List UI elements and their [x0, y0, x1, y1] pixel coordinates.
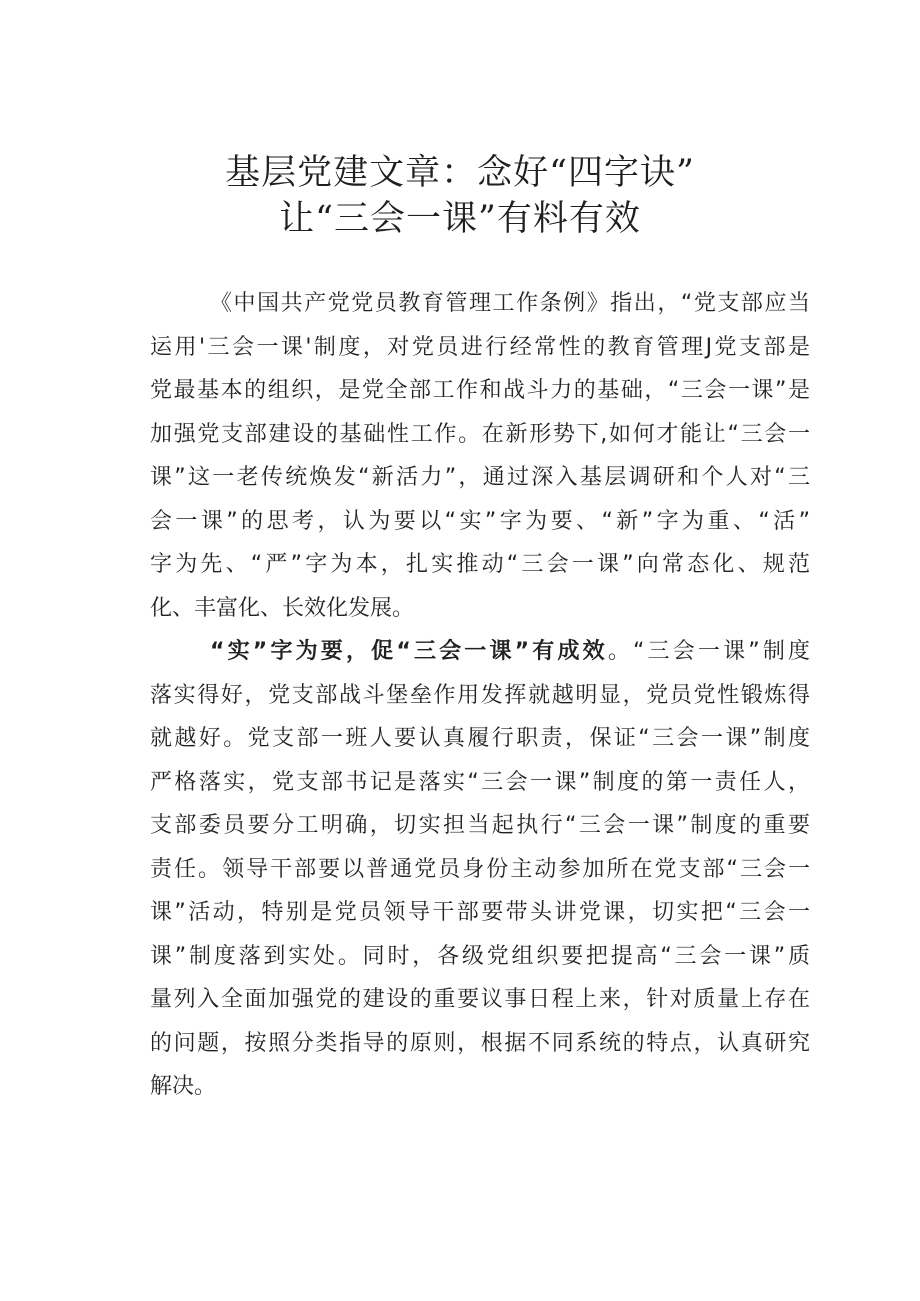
paragraph-1: [150, 282, 810, 630]
paragraph-2-line: 就越好。党支部一班人要认真履行职责，保证“三会一课”制度: [150, 726, 810, 751]
paragraph-2: [150, 630, 810, 1109]
document-title: [0, 150, 920, 242]
paragraph-2-heading: “实”字为要，促“三会一课”有成效: [210, 639, 608, 664]
paragraph-1-line: 课”这一老传统焕发“新活力”，通过深入基层调研和个人对“三: [150, 465, 810, 490]
paragraph-2-line: 解决。: [150, 1074, 217, 1099]
paragraph-1-line: 运用'三会一课'制度，对党员进行经常性的教育管理J党支部是: [150, 334, 810, 360]
paragraph-2-first-rest: 。“三会一课”制度: [607, 639, 811, 664]
document-body: [150, 282, 810, 1109]
paragraph-2-line: 支部委员要分工明确，切实担当起执行“三会一课”制度的重要: [150, 813, 810, 838]
paragraph-1-line: 字为先、“严”字为本，扎实推动“三会一课”向常态化、规范: [150, 552, 810, 577]
paragraph-2-line: 的问题，按照分类指导的原则，根据不同系统的特点，认真研究: [150, 1030, 810, 1056]
paragraph-2-line: 落实得好，党支部战斗堡垒作用发挥就越明显，党员党性锻炼得: [150, 682, 810, 708]
paragraph-2-line: 课”制度落到实处。同时，各级党组织要把提高“三会一课”质: [150, 943, 810, 969]
paragraph-2-line: 课”活动，特别是党员领导干部要带头讲党课，切实把“三会一: [150, 900, 810, 925]
paragraph-2-line: 严格落实，党支部书记是落实“三会一课”制度的第一责任人，: [150, 769, 810, 795]
paragraph-1-line: 化、丰富化、长效化发展。: [150, 595, 415, 621]
paragraph-1-line: 《中国共产党党员教育管理工作条例》指出，“党支部应当: [210, 291, 810, 316]
paragraph-1-line: 党最基本的组织，是党全部工作和战斗力的基础，“三会一课”是: [150, 378, 810, 403]
title-line-2: 让“三会一课”有料有效: [279, 199, 641, 239]
paragraph-1-line: 会一课”的思考，认为要以“实”字为要、“新”字为重、“活”: [150, 508, 810, 534]
paragraph-2-line: 量列入全面加强党的建设的重要议事日程上来，针对质量上存在: [150, 987, 810, 1012]
paragraph-1-line: 加强党支部建设的基础性工作。在新形势下,如何才能让“三会一: [150, 421, 810, 447]
title-line-1: 基层党建文章：念好“四字诀”: [225, 153, 695, 193]
paragraph-2-first-line: [150, 630, 810, 674]
paragraph-2-line: 责任。领导干部要以普通党员身份主动参加所在党支部“三会一: [150, 856, 810, 882]
